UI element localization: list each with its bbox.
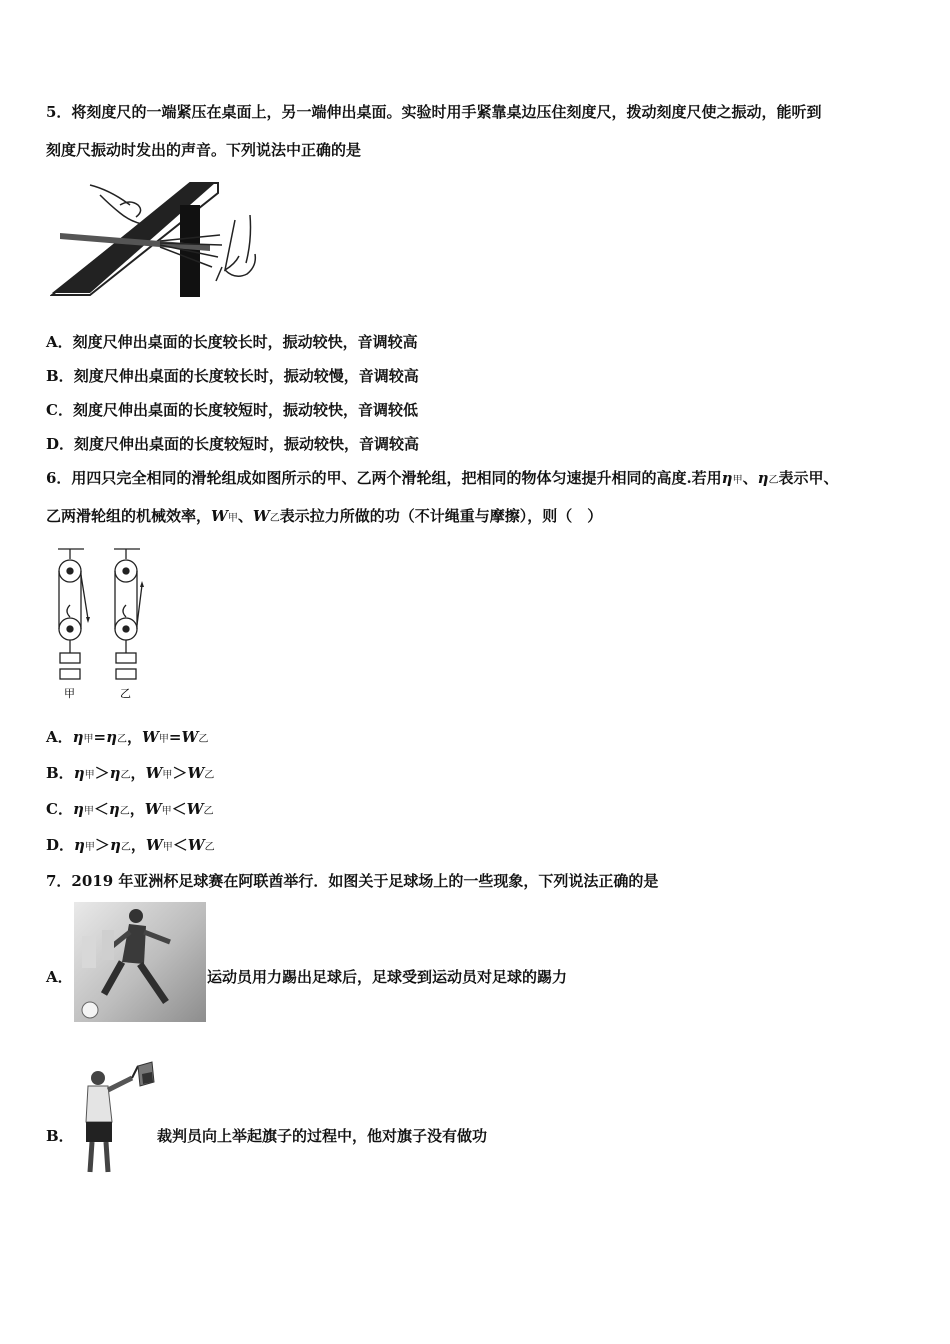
option-letter: C． bbox=[46, 401, 73, 419]
q6-option-a[interactable] bbox=[46, 727, 208, 750]
fig-label-jia: 甲 bbox=[64, 687, 75, 700]
q6-option-b[interactable] bbox=[46, 763, 214, 786]
q7-option-a[interactable] bbox=[46, 967, 73, 987]
q7-option-a-text[interactable]: 运动员用力踢出足球后，足球受到运动员对足球的踢力 bbox=[207, 968, 568, 986]
q7-stem: 7．2019 年亚洲杯足球赛在阿联酋举行．如图关于足球场上的一些现象，下列说法正确的是 bbox=[46, 872, 659, 890]
subscript-jia: 甲 bbox=[158, 734, 169, 745]
referee-flag-figure bbox=[76, 1060, 162, 1184]
q6-stem-text: 6．用四只完全相同的滑轮组成如图所示的甲、乙两个滑轮组，把相同的物体匀速提升相同的高度.若用 bbox=[46, 469, 722, 487]
option-letter: B． bbox=[46, 1127, 74, 1145]
eta-symbol: η bbox=[757, 469, 769, 487]
relation-symbol: ＞ bbox=[172, 764, 188, 782]
separator: ， bbox=[130, 764, 146, 782]
q6-stem-line2 bbox=[46, 506, 602, 529]
arrow-up-icon bbox=[140, 581, 144, 587]
soccer-player-icon bbox=[74, 902, 206, 1022]
w-symbol: W bbox=[142, 728, 159, 746]
subscript-jia: 甲 bbox=[732, 475, 743, 486]
relation-symbol: ＜ bbox=[172, 836, 188, 854]
eta-symbol: η bbox=[72, 728, 84, 746]
subscript-yi: 乙 bbox=[204, 770, 215, 781]
option-text: 刻度尺伸出桌面的长度较长时，振动较快，音调较高 bbox=[72, 333, 418, 351]
option-letter: A． bbox=[46, 333, 73, 351]
relation-symbol: ＜ bbox=[93, 800, 109, 818]
subscript-jia: 甲 bbox=[83, 734, 94, 745]
subscript-jia: 甲 bbox=[162, 842, 173, 853]
option-letter: D． bbox=[46, 836, 75, 854]
eta-symbol: η bbox=[74, 836, 85, 854]
w-symbol: W bbox=[144, 800, 162, 818]
q6-stem-text: 乙两滑轮组的机械效率， bbox=[46, 507, 212, 525]
w-symbol: W bbox=[186, 800, 204, 818]
subscript-yi: 乙 bbox=[120, 842, 131, 853]
subscript-jia: 甲 bbox=[84, 770, 95, 781]
option-text: 刻度尺伸出桌面的长度较短时，振动较快，音调较低 bbox=[72, 401, 418, 419]
q5-option-c[interactable] bbox=[46, 400, 418, 420]
q6-stem-text: 表示拉力所做的功（不计绳重与摩擦），则（ ） bbox=[279, 507, 603, 525]
subscript-jia: 甲 bbox=[227, 513, 238, 524]
subscript-jia: 甲 bbox=[161, 806, 172, 817]
option-letter: C． bbox=[46, 800, 73, 818]
subscript-yi: 乙 bbox=[120, 770, 131, 781]
option-letter: B． bbox=[46, 764, 74, 782]
subscript-jia: 甲 bbox=[83, 806, 94, 817]
w-symbol: W bbox=[145, 836, 163, 854]
w-symbol: W bbox=[187, 836, 205, 854]
subscript-yi: 乙 bbox=[203, 806, 214, 817]
q7-option-b[interactable] bbox=[46, 1126, 74, 1146]
subscript-yi: 乙 bbox=[198, 734, 209, 745]
separator: ， bbox=[129, 800, 145, 818]
eta-symbol: η bbox=[721, 469, 733, 487]
subscript-yi: 乙 bbox=[269, 513, 280, 524]
q6-stem-text: 表示甲、 bbox=[778, 469, 839, 487]
q5-stem-line1: 5．将刻度尺的一端紧压在桌面上，另一端伸出桌面。实验时用手紧靠桌边压住刻度尺，拨动刻度尺使之振动，能听到 bbox=[46, 103, 822, 121]
relation-symbol: = bbox=[93, 728, 107, 746]
subscript-jia: 甲 bbox=[84, 842, 95, 853]
separator: 、 bbox=[742, 469, 758, 487]
w-symbol: W bbox=[145, 764, 163, 782]
subscript-yi: 乙 bbox=[204, 842, 215, 853]
separator: ， bbox=[127, 728, 143, 746]
subscript-jia: 甲 bbox=[162, 770, 173, 781]
eta-symbol: η bbox=[109, 836, 121, 854]
relation-symbol: ＞ bbox=[94, 836, 110, 854]
q6-option-c[interactable] bbox=[46, 799, 214, 822]
w-symbol: W bbox=[187, 764, 205, 782]
separator: ， bbox=[130, 836, 146, 854]
q6-option-d[interactable] bbox=[46, 835, 215, 858]
q7-option-b-text[interactable]: 裁判员向上举起旗子的过程中，他对旗子没有做功 bbox=[157, 1127, 488, 1145]
subscript-yi: 乙 bbox=[768, 475, 779, 486]
w-symbol: W bbox=[252, 507, 270, 525]
option-text: 刻度尺伸出桌面的长度较长时，振动较慢，音调较高 bbox=[73, 367, 419, 385]
subscript-yi: 乙 bbox=[119, 806, 130, 817]
eta-symbol: η bbox=[106, 728, 118, 746]
subscript-yi: 乙 bbox=[117, 734, 128, 745]
w-symbol: W bbox=[181, 728, 199, 746]
soccer-kick-photo bbox=[74, 902, 206, 1022]
eta-symbol: η bbox=[73, 764, 85, 782]
option-letter: B． bbox=[46, 367, 74, 385]
option-text: 刻度尺伸出桌面的长度较短时，振动较快，音调较高 bbox=[74, 435, 420, 453]
q6-stem-line1 bbox=[46, 468, 839, 491]
q5-stem-line2: 刻度尺振动时发出的声音。下列说法中正确的是 bbox=[46, 141, 362, 159]
q5-option-d[interactable] bbox=[46, 434, 419, 454]
q5-option-a[interactable] bbox=[46, 332, 418, 352]
pulley-system-figure bbox=[52, 545, 152, 705]
ruler-vibration-figure bbox=[50, 175, 290, 300]
relation-symbol: ＞ bbox=[94, 764, 110, 782]
relation-symbol: = bbox=[168, 728, 182, 746]
fig-label-yi: 乙 bbox=[120, 687, 131, 700]
relation-symbol: ＜ bbox=[171, 800, 187, 818]
eta-symbol: η bbox=[108, 800, 120, 818]
option-letter: D． bbox=[46, 435, 75, 453]
w-symbol: W bbox=[211, 507, 228, 525]
eta-symbol: η bbox=[72, 800, 84, 818]
arrow-down-icon bbox=[86, 617, 90, 623]
option-letter: A． bbox=[46, 968, 73, 986]
eta-symbol: η bbox=[109, 764, 121, 782]
option-letter: A． bbox=[46, 728, 73, 746]
q5-option-b[interactable] bbox=[46, 366, 419, 386]
separator: 、 bbox=[237, 507, 253, 525]
